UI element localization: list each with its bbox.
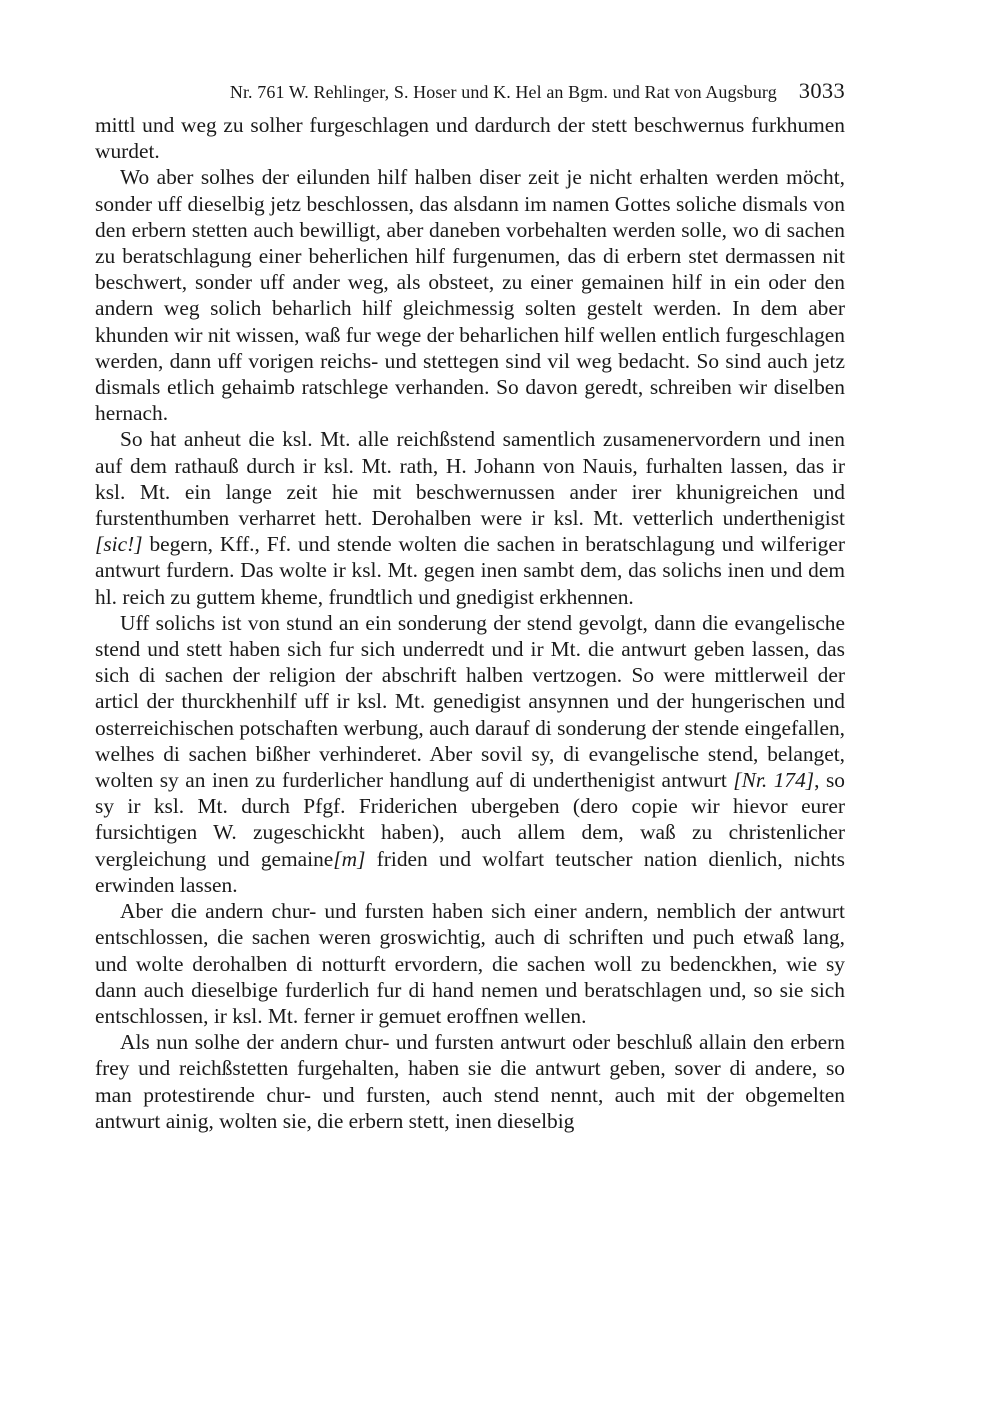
editorial-note: [sic!] bbox=[95, 532, 143, 557]
paragraph bbox=[95, 164, 845, 426]
page-number: 3033 bbox=[798, 78, 845, 103]
text-segment: mittl und weg zu solher furgeschlagen und dardurch der stett beschwernus furkhumen wurdet. bbox=[95, 113, 845, 164]
paragraph bbox=[95, 112, 845, 164]
paragraph bbox=[95, 426, 845, 609]
paragraph bbox=[95, 1029, 845, 1134]
text-segment: Als nun solhe der andern chur- und fursten antwurt oder beschluß allain den erbern frey und reichßstetten furgehalten, haben sie die antwurt geben, sover di andere, so man protestirende chur- und fursten, auch stend nennt, auch mit der obgemelten antwurt ainig, wolten sie, die erbern stett, inen dieselbig bbox=[95, 1030, 845, 1133]
paragraph bbox=[95, 898, 845, 1029]
text-segment: , so sy ir ksl. Mt. durch Pfgf. Friderichen ubergeben (dero copie wir hievor eurer fursichtigen W. zugeschickht haben), auch allem dem, waß zu christenlicher vergleichung und gemaine bbox=[95, 768, 846, 871]
body-text bbox=[95, 112, 845, 1134]
editorial-note: [m] bbox=[333, 846, 366, 871]
paragraph bbox=[95, 610, 845, 898]
text-segment: Wo aber solhes der eilunden hilf halben diser zeit je nicht erhalten werden möcht, sonder uff dieselbig jetz beschlossen, das alsdann im namen Gottes soliche dismals von den erbern stetten auch bewilligt, aber daneben vorbehalten werden solle, wo di sachen zu beratschlagung einer beherlichen hilf furgenumen, das di erbern stet dermassen nit beschwert, sonder uff ander weg, als obsteet, zu einer gemainen hilf in ein oder den andern weg solich beharlich hilf gleichmessig solten gestelt werden. In dem aber khunden wir nit wissen, waß fur wege der beharlichen hilf wellen entlich furgeschlagen werden, dann uff vorigen reichs- und stettegen sind vil weg bedacht. So sind auch jetz dismals etlich gehaimb ratschlege verhanden. So davon geredt, schreiben wir diselben hernach. bbox=[95, 165, 845, 426]
text-segment: Uff solichs ist von stund an ein sonderung der stend gevolgt, dann die evangelische stend und stett haben sich fur sich underredt und ir Mt. die antwurt geben lassen, das sich di sachen der religion der abschrift halben vertzogen. So were mittlerweil der articl der thurckhenhilf uff ir ksl. Mt. genedigist ansynnen und der hungerischen und osterreichischen potschaften werbung, auch darauf di sonderung der stende eingefallen, welhes di sachen bißher verhinderet. Aber sovil sy, di evangelische stend, belanget, wolten sy an inen zu furderlicher handlung auf di underthenigist antwurt bbox=[95, 610, 845, 793]
running-header-title: Nr. 761 W. Rehlinger, S. Hoser und K. Hel an Bgm. und Rat von Augsburg bbox=[229, 82, 777, 102]
text-segment: friden und wolfart teutscher nation dienlich, nichts erwinden lassen. bbox=[95, 846, 845, 897]
running-header bbox=[95, 78, 845, 112]
text-segment: begern, Kff., Ff. und stende wolten die sachen in beratschlagung und wilferiger antwurt furdern. Das wolte ir ksl. Mt. gegen inen sambt dem, das solichs inen und dem hl. reich zu guttem kheme, frundtlich und gnedigist erkhennen. bbox=[95, 532, 845, 609]
text-segment: Aber die andern chur- und fursten haben sich einer andern, nemblich der antwurt entschlossen, die sachen weren groswichtig, auch di schriften und puch etwaß lang, und wolte derohalben di notturft ervordern, die sachen woll zu bedenckhen, wie sy dann auch dieselbige furderlich fur di hand nemen und beratschlagen und, so sie sich entschlossen, ir ksl. Mt. ferner ir gemuet eroffnen wellen. bbox=[95, 899, 845, 1028]
document-page bbox=[95, 78, 845, 1134]
editorial-note: [Nr. 174] bbox=[733, 768, 815, 793]
text-segment: So hat anheut die ksl. Mt. alle reichßstend samentlich zusamenervordern und inen auf dem rathauß durch ir ksl. Mt. rath, H. Johann von Nauis, furhalten lassen, das ir ksl. Mt. ein lange zeit hie mit beschwernussen ander irer khunigreichen und furstenthumben verharret hett. Derohalben were ir ksl. Mt. vetterlich underthenigist bbox=[95, 427, 845, 531]
